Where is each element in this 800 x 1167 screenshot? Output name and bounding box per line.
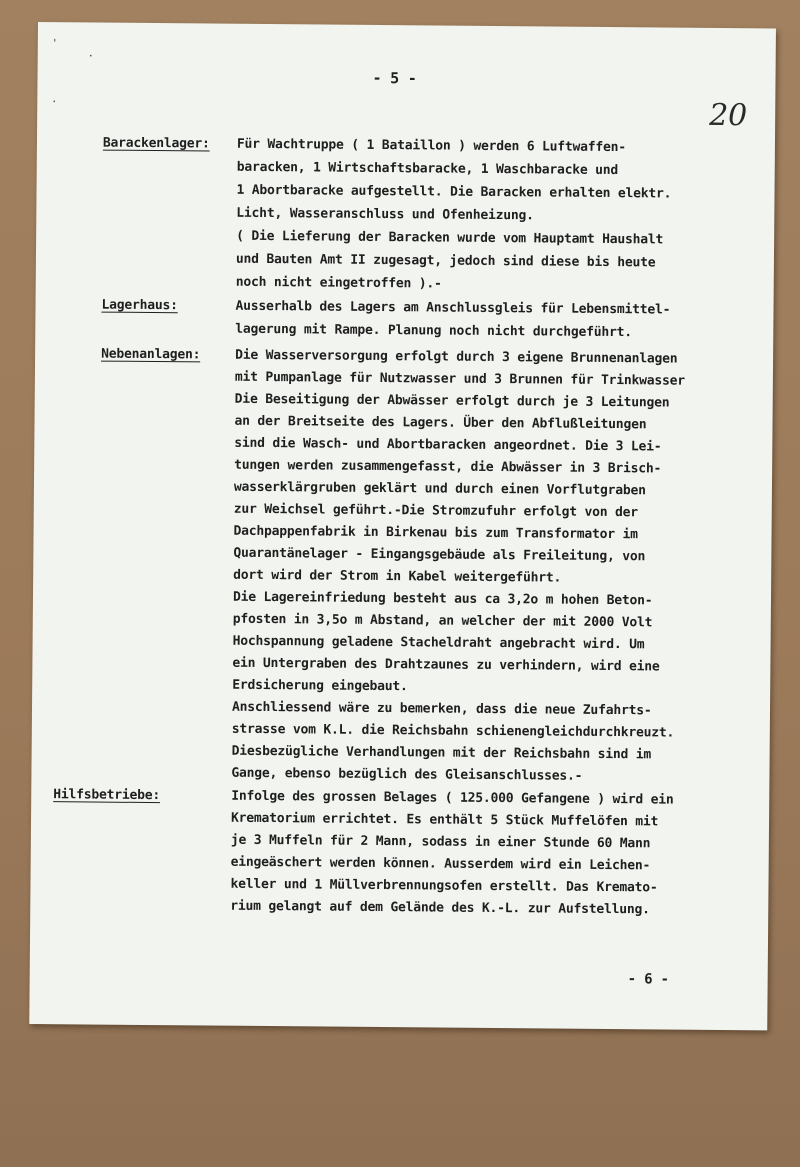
text-line: 1 Abortbaracke aufgestellt. Die Baracken erhalten elektr. xyxy=(236,182,672,202)
document-page xyxy=(29,22,776,1030)
text-line: ein Untergraben des Drahtzaunes zu verhindern, wird eine xyxy=(232,655,660,675)
page-number: - 5 - xyxy=(372,68,417,88)
text-line: Diesbezügliche Verhandlungen mit der Reichsbahn sind im xyxy=(231,743,652,763)
text-line: Quarantänelager - Eingangsgebäude als Freileitung, von xyxy=(233,545,646,565)
text-line: wasserklärgruben geklärt und durch einen Vorflutgraben xyxy=(233,479,646,499)
section-label-lagerhaus: Lagerhaus: xyxy=(101,297,178,314)
next-page-indicator: - 6 - xyxy=(627,971,669,988)
text-line: eingeäschert werden können. Ausserdem wird ein Leichen- xyxy=(230,854,651,874)
text-line: Die Lagereinfriedung besteht aus ca 3,2o m hohen Beton- xyxy=(232,589,653,609)
text-line: Ausserhalb des Lagers am Anschlussgleis für Lebensmittel- xyxy=(235,298,671,318)
text-line: zur Weichsel geführt.-Die Stromzufuhr erfolgt von der xyxy=(233,501,639,521)
text-line: Die Beseitigung der Abwässer erfolgt durch je 3 Leitungen xyxy=(234,391,670,411)
text-line: Gange, ebenso bezüglich des Gleisanschlusses.- xyxy=(231,765,583,784)
text-line: Licht, Wasseranschluss und Ofenheizung. xyxy=(236,205,534,224)
text-line: rium gelangt auf dem Gelände des K.-L. zur Aufstellung. xyxy=(230,898,650,918)
text-line: und Bauten Amt II zugesagt, jedoch sind diese bis heute xyxy=(235,251,656,271)
text-line: baracken, 1 Wirtschaftsbaracke, 1 Waschbaracke und xyxy=(236,159,619,179)
text-line: lagerung mit Rampe. Planung noch nicht durchgeführt. xyxy=(235,321,632,341)
text-line: dort wird der Strom in Kabel weitergeführt. xyxy=(233,567,562,586)
text-line: an der Breitseite des Lagers. Über den Abflußleitungen xyxy=(234,413,647,433)
text-line: Für Wachtruppe ( 1 Bataillon ) werden 6 Luftwaffen- xyxy=(236,136,626,156)
text-line: Krematorium errichtet. Es enthält 5 Stück Muffelöfen mit xyxy=(230,810,659,830)
scan-speck: ' xyxy=(51,38,58,50)
text-line: Hochspannung geladene Stacheldraht angebracht wird. Um xyxy=(232,633,645,653)
section-label-nebenanlagen: Nebenanlagen: xyxy=(101,346,201,363)
text-line: mit Pumpanlage für Nutzwasser und 3 Brunnen für Trinkwasser xyxy=(234,369,685,389)
text-line: Die Wasserversorgung erfolgt durch 3 eigene Brunnenanlagen xyxy=(235,347,678,367)
text-line: keller und 1 Müllverbrennungsofen erstellt. Das Kremato- xyxy=(230,876,658,896)
text-line: Anschliessend wäre zu bemerken, dass die neue Zufahrts- xyxy=(231,699,652,719)
text-line: je 3 Muffeln für 2 Mann, sodass in einer Stunde 60 Mann xyxy=(230,832,651,852)
scan-speck: . xyxy=(87,48,94,60)
folio-number: 20 xyxy=(709,97,748,134)
text-line: strasse vom K.L. die Reichsbahn schienengleichdurchkreuzt. xyxy=(231,721,675,741)
text-line: sind die Wasch- und Abortbaracken angeordnet. Die 3 Lei- xyxy=(234,435,662,455)
scan-speck: . xyxy=(51,94,58,106)
text-line: noch nicht eingetroffen ).- xyxy=(235,274,442,292)
text-line: Erdsicherung eingebaut. xyxy=(232,677,408,695)
text-line: Dachpappenfabrik in Birkenau bis zum Transformator im xyxy=(233,523,638,543)
text-line: ( Die Lieferung der Baracken wurde vom Hauptamt Haushalt xyxy=(236,228,664,248)
text-line: Infolge des grossen Belages ( 125.000 Gefangene ) wird ein xyxy=(231,788,674,808)
text-line: pfosten in 3,5o m Abstand, an welcher der mit 2000 Volt xyxy=(232,611,653,631)
section-label-hilfsbetriebe: Hilfsbetriebe: xyxy=(53,787,161,804)
text-line: tungen werden zusammengefasst, die Abwässer in 3 Brisch- xyxy=(234,457,662,477)
section-label-barackenlager: Barackenlager: xyxy=(102,135,210,152)
